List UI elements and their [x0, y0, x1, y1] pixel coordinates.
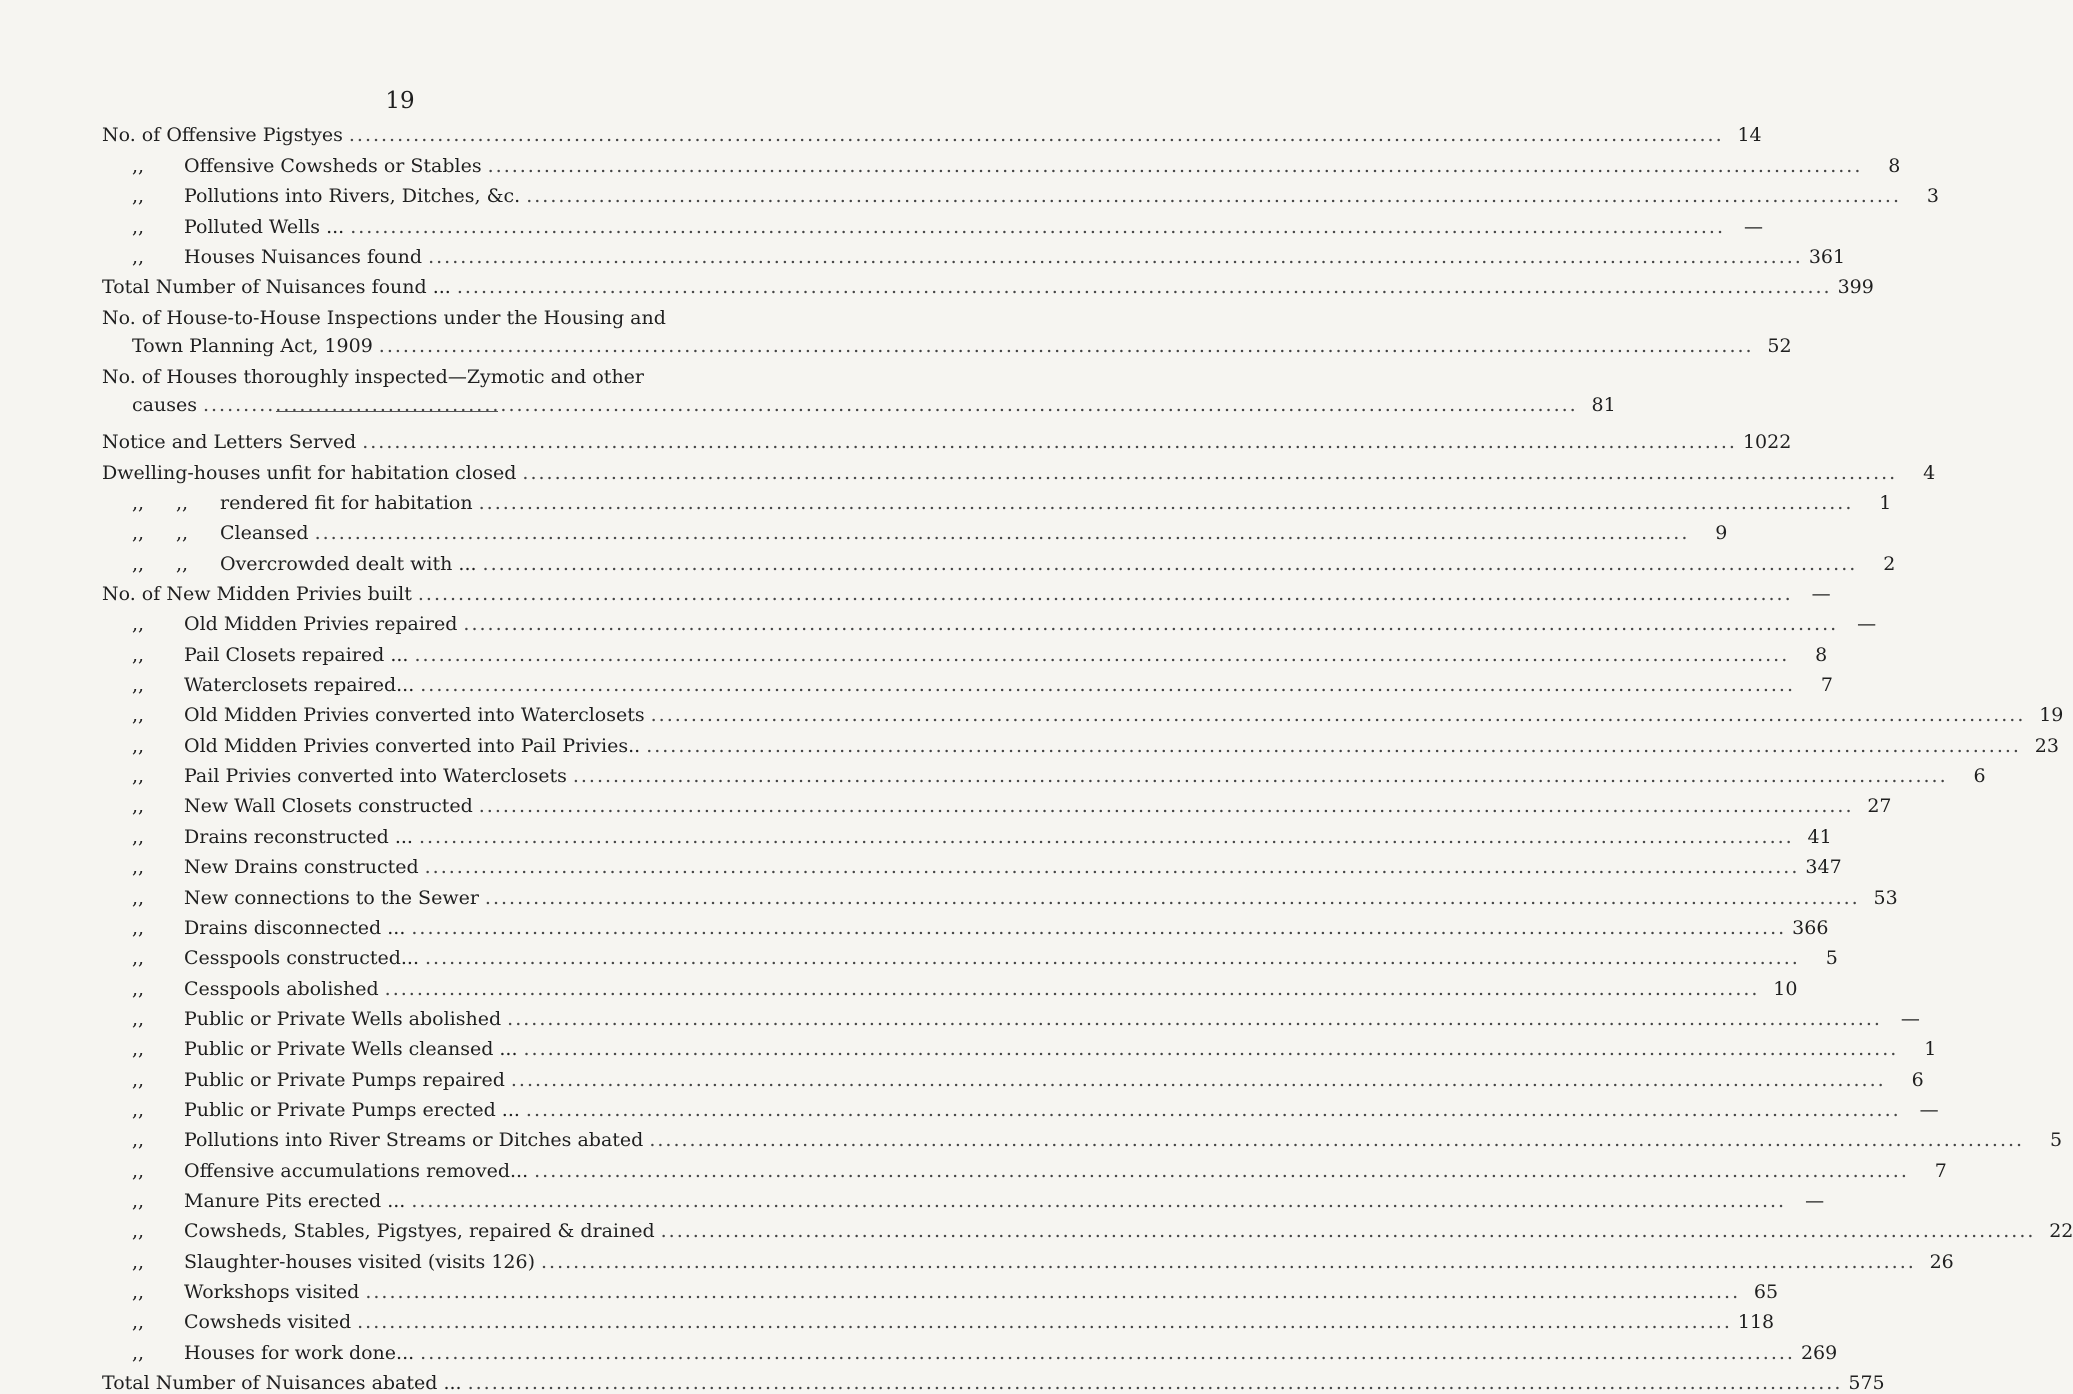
- row-value: 1: [1879, 492, 1892, 515]
- table-row: [102, 207, 1763, 238]
- row-value: 399: [1837, 276, 1874, 299]
- row-label: Pail Closets repaired ...: [184, 643, 409, 666]
- row-label: Total Number of Nuisances abated ...: [102, 1372, 462, 1394]
- row-label: Public or Private Pumps erected ...: [184, 1098, 520, 1121]
- row-value: 23: [2034, 734, 2059, 757]
- table-row: [102, 453, 1936, 484]
- nuisances-found-section: [102, 116, 1939, 416]
- row-label: Cesspools abolished: [184, 977, 379, 1000]
- row-label: New Wall Closets constructed: [184, 795, 473, 818]
- row-label: No. of Offensive Pigstyes: [102, 124, 343, 147]
- ditto-mark: ,,: [132, 1250, 145, 1273]
- ditto-mark: ,,: [132, 1280, 145, 1303]
- ditto-mark: ,,: [176, 552, 189, 575]
- row-label: Drains disconnected ...: [184, 916, 406, 939]
- leader-dots: [418, 583, 1793, 605]
- leader-dots: [357, 1311, 1732, 1333]
- row-label: Public or Private Wells cleansed ...: [184, 1038, 518, 1061]
- row-value: 27: [1867, 795, 1892, 818]
- leader-dots: [573, 765, 1948, 787]
- leader-dots: [524, 1038, 1899, 1060]
- row-label: Houses for work done...: [184, 1341, 415, 1364]
- row-value: —: [1857, 613, 1877, 636]
- row-value: 5: [2050, 1129, 2063, 1152]
- table-row: [102, 1182, 1825, 1212]
- table-row: [102, 635, 1828, 666]
- table-row: [102, 544, 1896, 575]
- row-label: Cleansed: [220, 522, 309, 545]
- leader-dots: [507, 1008, 1882, 1030]
- leader-dots: [379, 335, 1754, 357]
- row-value: 14: [1737, 124, 1762, 147]
- leader-dots: [425, 947, 1800, 969]
- row-label: Waterclosets repaired...: [184, 674, 415, 697]
- table-row: [102, 696, 2064, 727]
- row-label: Drains reconstructed ...: [184, 825, 413, 848]
- table-row: [102, 909, 1829, 939]
- row-value: —: [1805, 1189, 1825, 1212]
- table-row: [102, 726, 2059, 757]
- row-value: 1022: [1742, 431, 1792, 454]
- ditto-mark: ,,: [132, 886, 145, 909]
- row-label: No. of House-to-House Inspections under the Housing and: [102, 306, 666, 329]
- table-row: [102, 1303, 1775, 1334]
- leader-dots: [468, 1372, 1843, 1394]
- leader-dots: [350, 216, 1725, 238]
- ditto-mark: ,,: [132, 552, 145, 575]
- row-label: Old Midden Privies repaired: [184, 613, 458, 636]
- row-label: Polluted Wells ...: [184, 215, 345, 238]
- leader-dots: [425, 856, 1800, 878]
- ditto-mark: ,,: [132, 1068, 145, 1091]
- table-row: [102, 116, 1762, 147]
- ditto-mark: ,,: [176, 492, 189, 515]
- table-row: [102, 1151, 1947, 1182]
- leader-dots: [419, 826, 1794, 848]
- ditto-mark: ,,: [132, 856, 145, 879]
- table-row: [102, 423, 1792, 454]
- leader-dots: [428, 246, 1803, 268]
- table-row: [102, 298, 668, 328]
- leader-dots: [483, 553, 1858, 575]
- ditto-mark: ,,: [132, 947, 145, 970]
- ditto-mark: ,,: [132, 1007, 145, 1030]
- row-value: —: [1900, 1007, 1920, 1030]
- table-row: [102, 1060, 1924, 1091]
- row-value: 22: [2049, 1220, 2073, 1243]
- row-value: 65: [1753, 1280, 1779, 1303]
- row-label: No. of Houses thoroughly inspected—Zymotic and other: [102, 365, 645, 388]
- leader-dots: [414, 644, 1789, 666]
- row-value: 347: [1805, 856, 1842, 879]
- row-value: —: [1919, 1098, 1939, 1121]
- ditto-mark: ,,: [132, 825, 145, 848]
- leader-dots: [203, 394, 1578, 416]
- row-value: 1: [1924, 1038, 1937, 1061]
- row-value: 361: [1808, 245, 1846, 268]
- ditto-mark: ,,: [132, 1341, 145, 1364]
- table-row: [102, 787, 1892, 818]
- table-row: [102, 969, 1798, 1000]
- table-row: [102, 484, 1892, 515]
- ditto-mark: ,,: [132, 1098, 145, 1121]
- ditto-mark: ,,: [132, 1189, 145, 1212]
- ditto-mark: ,,: [132, 674, 145, 697]
- ditto-mark: ,,: [176, 522, 189, 545]
- row-value: 8: [1815, 643, 1828, 666]
- leader-dots: [526, 1099, 1901, 1121]
- table-row: [102, 817, 1832, 848]
- table-row: [102, 1273, 1779, 1303]
- ditto-mark: ,,: [132, 916, 145, 939]
- row-label: Cowsheds visited: [184, 1311, 352, 1334]
- table-row: [102, 666, 1834, 697]
- row-value: 6: [1973, 765, 1986, 788]
- table-row: [102, 1091, 1939, 1121]
- ditto-mark: ,,: [132, 795, 145, 818]
- row-value: 4: [1923, 461, 1936, 484]
- leader-dots: [541, 1251, 1916, 1273]
- leader-dots: [485, 887, 1860, 909]
- row-label: No. of New Midden Privies built: [102, 583, 412, 606]
- nuisances-abated-section: [102, 423, 2073, 1394]
- ditto-mark: ,,: [132, 765, 145, 788]
- leader-dots: [362, 431, 1737, 453]
- leader-dots: [385, 978, 1760, 1000]
- table-row: [102, 757, 1986, 788]
- table-row: [102, 1364, 1885, 1394]
- table-row: [102, 575, 1831, 606]
- row-value: 10: [1773, 977, 1798, 1000]
- row-label: Workshops visited: [184, 1280, 360, 1303]
- row-value: 52: [1767, 335, 1792, 358]
- ditto-mark: ,,: [132, 977, 145, 1000]
- table-row: [102, 605, 1877, 636]
- row-label: Cowsheds, Stables, Pigstyes, repaired & drained: [184, 1220, 655, 1243]
- row-value: 366: [1792, 916, 1829, 939]
- table-row: [102, 1000, 1920, 1030]
- row-label: Overcrowded dealt with ...: [220, 552, 477, 575]
- table-row: [102, 939, 1838, 970]
- row-value: 9: [1715, 522, 1728, 545]
- ditto-mark: ,,: [132, 643, 145, 666]
- leader-dots: [315, 522, 1690, 544]
- table-row: [102, 1121, 2063, 1152]
- row-value: 5: [1825, 947, 1838, 970]
- leader-dots: [488, 155, 1863, 177]
- section-divider: [276, 411, 498, 412]
- row-value: 8: [1888, 154, 1901, 177]
- leader-dots: [646, 735, 2021, 757]
- ditto-mark: ,,: [132, 1311, 145, 1334]
- table-row: [102, 1333, 1838, 1364]
- page-number: 19: [385, 88, 415, 114]
- table-row: [102, 238, 1846, 268]
- table-row: [102, 848, 1842, 879]
- table-row: [102, 268, 1874, 299]
- row-label: New connections to the Sewer: [184, 886, 479, 909]
- row-label: New Drains constructed: [184, 856, 419, 879]
- table-row: [102, 357, 668, 387]
- row-value: 53: [1873, 886, 1898, 909]
- row-value: 26: [1929, 1250, 1954, 1273]
- leader-dots: [661, 1220, 2036, 1242]
- row-label: Public or Private Wells abolished: [184, 1007, 502, 1030]
- row-label: Offensive Cowsheds or Stables: [184, 154, 482, 177]
- row-value: 3: [1926, 185, 1939, 208]
- ditto-mark: ,,: [132, 734, 145, 757]
- leader-dots: [479, 795, 1854, 817]
- table-row: [102, 1242, 1954, 1273]
- ditto-mark: ,,: [132, 215, 145, 238]
- ditto-mark: ,,: [132, 245, 145, 268]
- row-label: Pail Privies converted into Waterclosets: [184, 765, 567, 788]
- leader-dots: [349, 124, 1724, 146]
- ditto-mark: ,,: [132, 704, 145, 727]
- leader-dots: [479, 492, 1854, 514]
- row-label: Notice and Letters Served: [102, 431, 357, 454]
- row-label: causes: [132, 393, 197, 416]
- ditto-mark: ,,: [132, 1129, 145, 1152]
- row-value: 118: [1737, 1311, 1775, 1334]
- row-value: 81: [1591, 393, 1616, 416]
- row-label: Old Midden Privies converted into Waterclosets: [184, 704, 645, 727]
- row-value: 19: [2039, 704, 2064, 727]
- row-label: rendered fit for habitation: [220, 492, 473, 515]
- leader-dots: [649, 1129, 2024, 1151]
- ditto-mark: ,,: [132, 185, 145, 208]
- row-label: Offensive accumulations removed...: [184, 1159, 529, 1182]
- row-label: Cesspools constructed...: [184, 947, 420, 970]
- table-row: [102, 146, 1901, 177]
- table-row: [102, 1030, 1937, 1061]
- leader-dots: [420, 1342, 1795, 1364]
- leader-dots: [522, 462, 1897, 484]
- row-label: Houses Nuisances found: [184, 245, 423, 268]
- table-row: [102, 1212, 2073, 1243]
- leader-dots: [411, 1190, 1786, 1212]
- leader-dots: [420, 674, 1795, 696]
- row-value: 269: [1800, 1341, 1838, 1364]
- ditto-mark: ,,: [132, 1159, 145, 1182]
- leader-dots: [457, 276, 1832, 298]
- row-value: —: [1811, 583, 1831, 606]
- row-label: Total Number of Nuisances found ...: [102, 276, 451, 299]
- leader-dots: [365, 1281, 1740, 1303]
- row-label: Manure Pits erected ...: [184, 1189, 406, 1212]
- row-label: Dwelling-houses unfit for habitation closed: [102, 461, 517, 484]
- leader-dots: [463, 613, 1838, 635]
- row-label: Slaughter-houses visited (visits 126): [184, 1250, 536, 1273]
- row-label: Town Planning Act, 1909: [132, 335, 373, 358]
- leader-dots: [511, 1069, 1886, 1091]
- leader-dots: [526, 185, 1901, 207]
- ditto-mark: ,,: [132, 154, 145, 177]
- row-label: Pollutions into River Streams or Ditches abated: [184, 1129, 644, 1152]
- row-value: 7: [1820, 674, 1834, 697]
- table-row: [102, 878, 1898, 909]
- ditto-mark: ,,: [132, 1220, 145, 1243]
- table-row: [102, 327, 1792, 358]
- table-row: [102, 514, 1728, 545]
- row-value: 6: [1911, 1068, 1924, 1091]
- row-value: 575: [1848, 1372, 1885, 1394]
- row-label: Old Midden Privies converted into Pail Privies..: [184, 734, 641, 757]
- ditto-mark: ,,: [132, 522, 145, 545]
- row-value: 7: [1934, 1159, 1947, 1182]
- row-label: Pollutions into Rivers, Ditches, &c.: [184, 185, 521, 208]
- leader-dots: [411, 917, 1786, 939]
- ditto-mark: ,,: [132, 1038, 145, 1061]
- table-row: [102, 177, 1939, 208]
- row-label: Public or Private Pumps repaired: [184, 1068, 505, 1091]
- ditto-mark: ,,: [132, 613, 145, 636]
- row-value: —: [1743, 215, 1763, 238]
- leader-dots: [534, 1160, 1909, 1182]
- row-value: 2: [1883, 552, 1896, 575]
- ditto-mark: ,,: [132, 492, 145, 515]
- leader-dots: [651, 704, 2026, 726]
- row-value: 41: [1807, 825, 1832, 848]
